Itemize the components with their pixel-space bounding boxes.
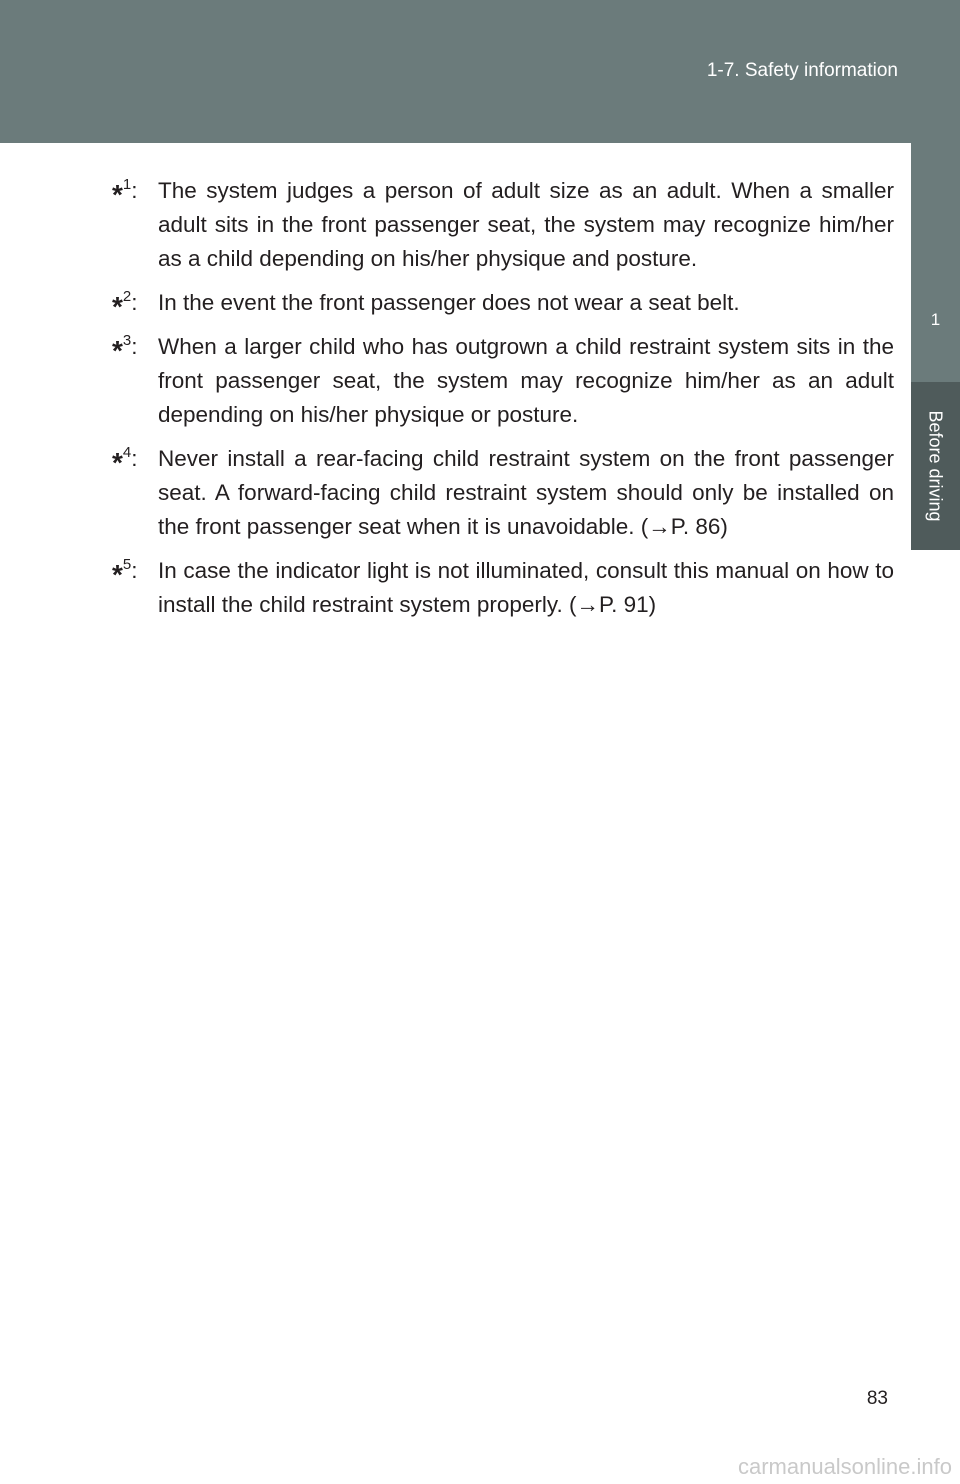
- asterisk-marker: *: [112, 559, 123, 590]
- note-marker: [112, 330, 158, 432]
- section-title: 1-7. Safety information: [706, 60, 898, 81]
- asterisk-marker: *: [112, 291, 123, 322]
- note-number: 2: [122, 288, 132, 305]
- note-separator: :: [131, 290, 138, 315]
- note-item: [112, 174, 894, 276]
- note-text: The system judges a person of adult size as an adult. When a smaller adult sits in the front passenger seat, the system may recognize him/her as a child depending on his/her physique and posture.: [158, 178, 894, 271]
- asterisk-marker: *: [112, 447, 123, 478]
- note-item: [112, 554, 894, 622]
- note-marker: [112, 286, 158, 320]
- chapter-number: 1: [930, 310, 941, 329]
- page-number: 83: [866, 1388, 888, 1409]
- note-number: 4: [122, 444, 132, 461]
- asterisk-marker: *: [112, 179, 123, 210]
- note-separator: :: [131, 178, 138, 203]
- note-separator: :: [131, 446, 138, 471]
- note-marker: [112, 442, 158, 544]
- notes-list: [112, 174, 894, 632]
- header-bar: [0, 0, 960, 143]
- note-number: 5: [122, 556, 132, 573]
- note-text: In case the indicator light is not illuminated, consult this manual on how to install the child restraint system properly. (→P. 91): [158, 558, 894, 617]
- note-marker: [112, 174, 158, 276]
- chapter-label: Before driving: [925, 410, 946, 522]
- note-item: [112, 330, 894, 432]
- note-text: Never install a rear-facing child restraint system on the front passenger seat. A forward-facing child restraint system should only be installed on the front passenger seat when it is unavoidable. (→P. 86): [158, 446, 894, 539]
- side-tab-top: [911, 143, 960, 382]
- note-item: [112, 442, 894, 544]
- note-number: 1: [122, 176, 132, 193]
- note-number: 3: [122, 332, 132, 349]
- note-text: In the event the front passenger does not wear a seat belt.: [158, 290, 740, 315]
- asterisk-marker: *: [112, 335, 123, 366]
- watermark: carmanualsonline.info: [737, 1454, 952, 1479]
- note-text: When a larger child who has outgrown a child restraint system sits in the front passenger seat, the system may recognize him/her as an adult depending on his/her physique or posture.: [158, 334, 894, 427]
- note-separator: :: [131, 558, 138, 583]
- note-separator: :: [131, 334, 138, 359]
- note-marker: [112, 554, 158, 622]
- note-item: [112, 286, 894, 320]
